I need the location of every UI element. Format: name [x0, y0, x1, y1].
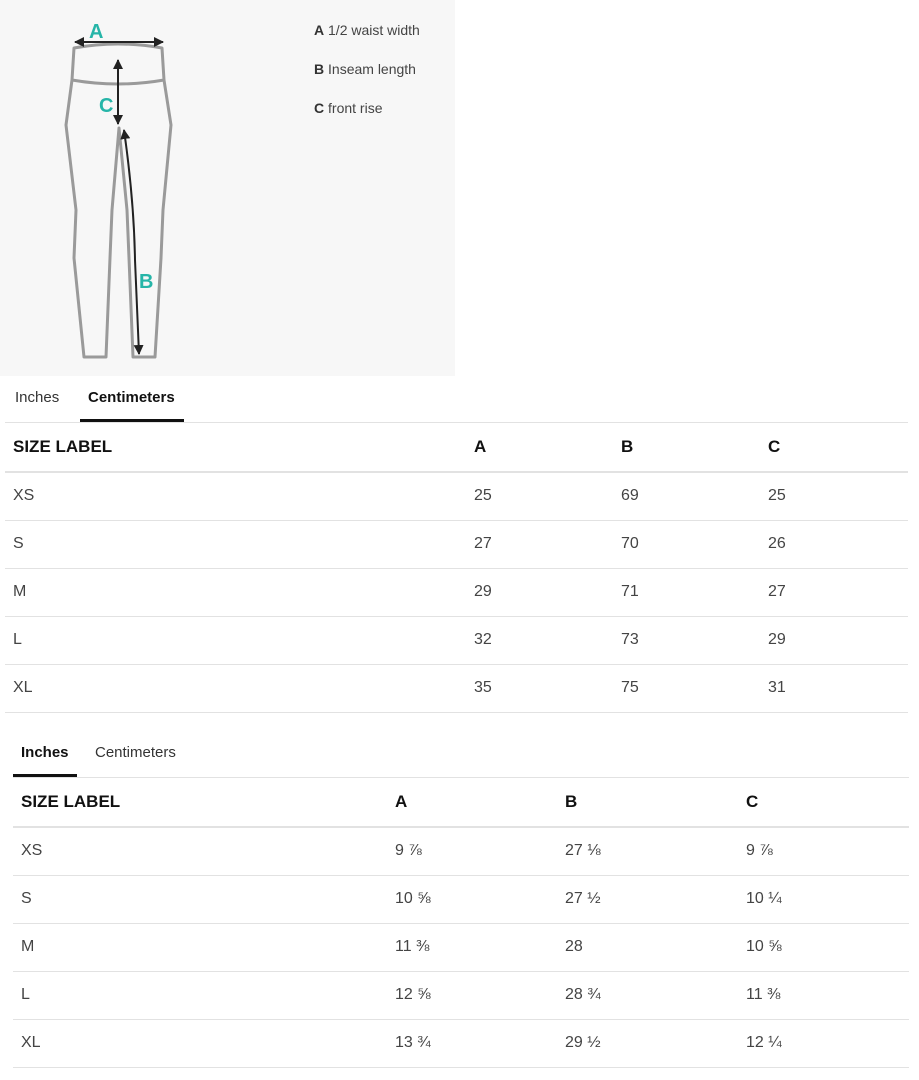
- value-cell: 25: [466, 472, 613, 520]
- marker-c: C: [99, 95, 114, 117]
- table-row: [5, 664, 908, 712]
- legend-letter: C: [314, 100, 325, 116]
- table-row: [5, 520, 908, 568]
- value-cell: 69: [613, 472, 760, 520]
- value-cell: 13 ¾: [387, 1019, 557, 1067]
- value-cell: 73: [613, 616, 760, 664]
- column-header: B: [557, 777, 738, 827]
- measurement-legend: [314, 20, 420, 137]
- value-cell: 10 ⅝: [387, 875, 557, 923]
- value-cell: 25: [760, 472, 908, 520]
- table-header-row: [5, 422, 908, 472]
- unit-tabs-bottom: [13, 732, 909, 778]
- value-cell: 10 ¼: [738, 875, 909, 923]
- table-row: [13, 923, 909, 971]
- size-cell: XS: [13, 827, 387, 875]
- value-cell: 12 ¼: [738, 1019, 909, 1067]
- value-cell: 71: [613, 568, 760, 616]
- size-table-centimeters: [5, 422, 908, 713]
- size-cell: XL: [13, 1019, 387, 1067]
- value-cell: 28 ¾: [557, 971, 738, 1019]
- column-header: A: [387, 777, 557, 827]
- value-cell: 10 ⅝: [738, 923, 909, 971]
- value-cell: 35: [466, 664, 613, 712]
- size-cell: L: [5, 616, 466, 664]
- legend-item-b: [314, 59, 420, 98]
- value-cell: 12 ⅝: [387, 971, 557, 1019]
- value-cell: 11 ⅜: [387, 923, 557, 971]
- legend-letter: B: [314, 61, 325, 77]
- table-row: [13, 875, 909, 923]
- value-cell: 28: [557, 923, 738, 971]
- marker-a: A: [89, 21, 104, 43]
- value-cell: 75: [613, 664, 760, 712]
- tab-centimeters[interactable]: Centimeters: [80, 377, 184, 422]
- measurement-diagram: [0, 0, 455, 376]
- column-header: B: [613, 422, 760, 472]
- unit-tabs-top: [5, 377, 908, 423]
- table-row: [13, 827, 909, 875]
- value-cell: 9 ⅞: [387, 827, 557, 875]
- size-table-inches: [13, 777, 909, 1068]
- tab-inches[interactable]: Inches: [13, 732, 77, 777]
- column-header: SIZE LABEL: [5, 422, 466, 472]
- column-header: A: [466, 422, 613, 472]
- column-header: C: [760, 422, 908, 472]
- size-cell: M: [13, 923, 387, 971]
- value-cell: 29: [760, 616, 908, 664]
- column-header: C: [738, 777, 909, 827]
- size-cell: L: [13, 971, 387, 1019]
- table-row: [5, 616, 908, 664]
- value-cell: 26: [760, 520, 908, 568]
- tab-inches[interactable]: Inches: [15, 389, 60, 406]
- legend-item-c: [314, 98, 420, 137]
- size-cell: M: [5, 568, 466, 616]
- legend-item-a: [314, 20, 420, 59]
- value-cell: 27: [760, 568, 908, 616]
- column-header: SIZE LABEL: [13, 777, 387, 827]
- value-cell: 70: [613, 520, 760, 568]
- value-cell: 11 ⅜: [738, 971, 909, 1019]
- value-cell: 31: [760, 664, 908, 712]
- table-row: [13, 971, 909, 1019]
- value-cell: 32: [466, 616, 613, 664]
- legend-text: 1/2 waist width: [328, 22, 420, 38]
- table-row: [13, 1019, 909, 1067]
- value-cell: 27 ½: [557, 875, 738, 923]
- tab-centimeters[interactable]: Centimeters: [95, 744, 176, 761]
- value-cell: 29: [466, 568, 613, 616]
- value-cell: 9 ⅞: [738, 827, 909, 875]
- table-row: [5, 568, 908, 616]
- value-cell: 27: [466, 520, 613, 568]
- value-cell: 27 ⅛: [557, 827, 738, 875]
- legend-text: Inseam length: [328, 61, 416, 77]
- table-header-row: [13, 777, 909, 827]
- size-cell: S: [5, 520, 466, 568]
- legend-letter: A: [314, 22, 325, 38]
- size-cell: S: [13, 875, 387, 923]
- value-cell: 29 ½: [557, 1019, 738, 1067]
- size-cell: XS: [5, 472, 466, 520]
- marker-b: B: [139, 271, 154, 293]
- table-row: [5, 472, 908, 520]
- legend-text: front rise: [328, 100, 383, 116]
- size-cell: XL: [5, 664, 466, 712]
